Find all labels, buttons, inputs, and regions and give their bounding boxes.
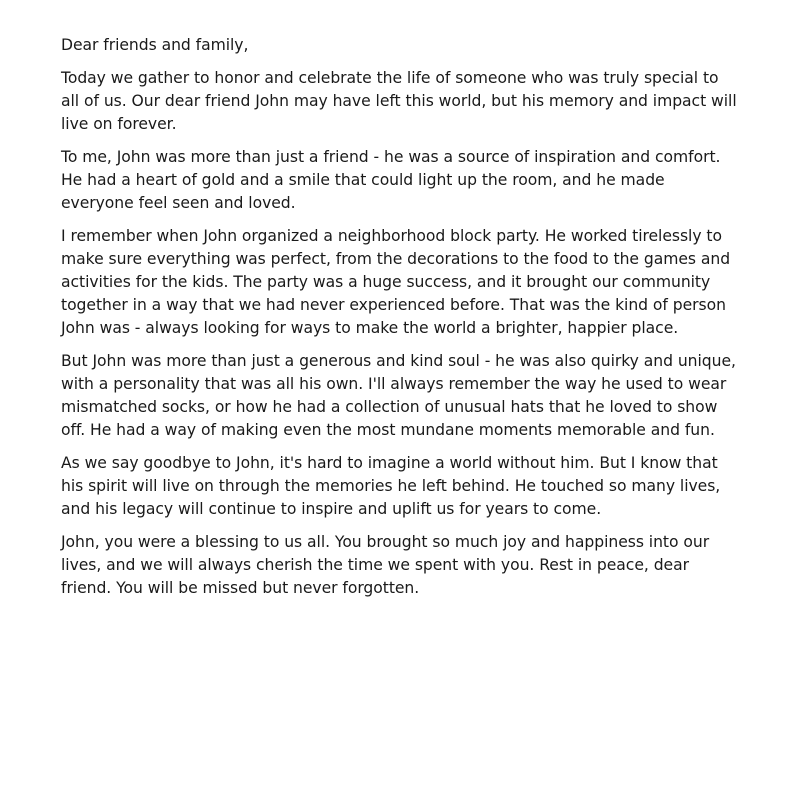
paragraph-quirky-personality: But John was more than just a generous and kind soul - he was also quirky and unique, with a personality that was all his own. I'll always remember the way he used to wear mismatched socks, or how he had a collection of unusual hats that he loved to show off. He had a way of making even the most mundane moments memorable and fun. <box>61 352 736 439</box>
paragraph-closing: John, you were a blessing to us all. You brought so much joy and happiness into our lives, and we will always cherish the time we spent with you. Rest in peace, dear friend. You will be missed but never forgotten. <box>61 533 710 597</box>
paragraph-block-party-memory: I remember when John organized a neighborhood block party. He worked tirelessly to make sure everything was perfect, from the decorations to the food to the games and activities for the kids. The party was a huge success, and it brought our community together in a way that we had never experienced before. That was the kind of person John was - always looking for ways to make the world a brighter, happier place. <box>61 227 731 337</box>
letter-greeting: Dear friends and family, <box>61 36 249 54</box>
paragraph-personal-reflection: To me, John was more than just a friend - he was a source of inspiration and comfort. He had a heart of gold and a smile that could light up the room, and he made everyone feel seen and loved. <box>61 148 721 212</box>
paragraph-tribute-intro: Today we gather to honor and celebrate the life of someone who was truly special to all of us. Our dear friend John may have left this world, but his memory and impact will live on forever. <box>61 69 737 133</box>
paragraph-goodbye: As we say goodbye to John, it's hard to imagine a world without him. But I know that his spirit will live on through the memories he left behind. He touched so many lives, and his legacy will continue to inspire and uplift us for years to come. <box>61 454 721 518</box>
